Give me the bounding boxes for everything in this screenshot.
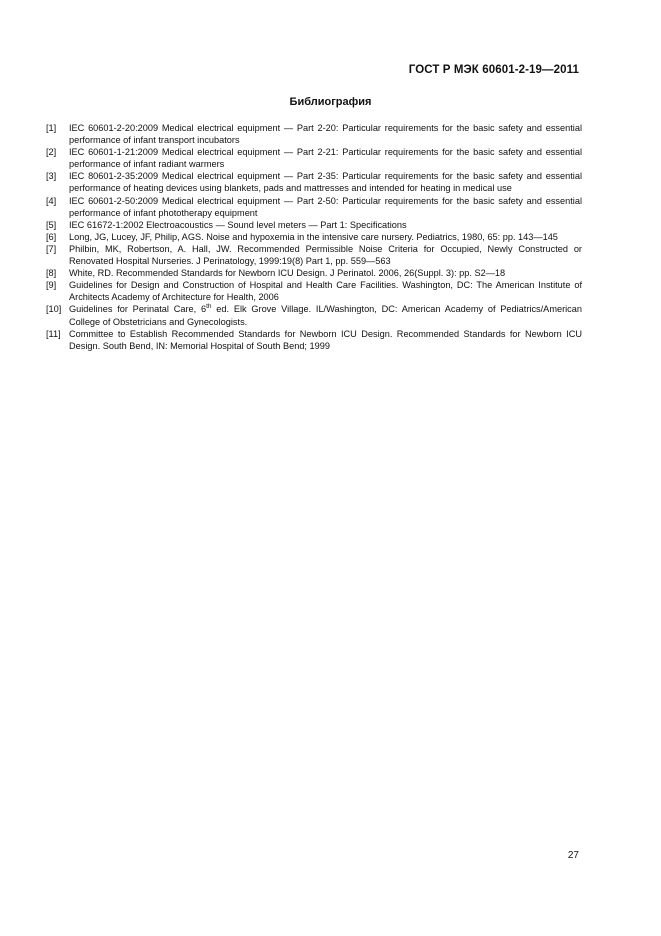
bibliography-entry bbox=[46, 303, 582, 327]
bibliography-title: Библиография bbox=[289, 96, 372, 108]
entry-number: [11] bbox=[46, 328, 61, 339]
entry-text-start: Guidelines for Perinatal Care, 6 bbox=[69, 304, 207, 315]
page-number: 27 bbox=[567, 850, 579, 861]
entry-text: White, RD. Recommended Standards for Newborn ICU Design. J Perinatol. 2006, 26(Suppl. 3): pp. S2—18 bbox=[69, 268, 506, 279]
entry-text: Philbin, MK, Robertson, A. Hall, JW. Recommended Permissible Noise Criteria for Occupied, Newly Constructed or Renovated Hospital Nurseries. J Perinatology, 1999:19(8) Part 1, pp. 559—563 bbox=[69, 243, 582, 267]
bibliography-entry bbox=[46, 231, 582, 243]
bibliography-entry bbox=[46, 328, 582, 352]
entry-text: IEC 61672-1:2002 Electroacoustics — Sound level meters — Part 1: Specifications bbox=[69, 219, 407, 230]
entry-number: [5] bbox=[46, 219, 57, 230]
bibliography-list bbox=[46, 122, 582, 352]
entry-number: [8] bbox=[46, 268, 57, 279]
bibliography-entry bbox=[46, 279, 582, 303]
entry-number: [3] bbox=[46, 171, 57, 182]
ordinal-superscript: th bbox=[206, 303, 212, 311]
entry-text-end: ed. Elk Grove Village. IL/Washington, DC: American Academy of Pediatrics/American College of Obstetricians and Gynecologists. bbox=[69, 304, 582, 327]
entry-number: [9] bbox=[46, 280, 57, 291]
bibliography-entry bbox=[46, 267, 582, 279]
bibliography-entry bbox=[46, 195, 582, 219]
entry-number: [4] bbox=[46, 195, 57, 206]
entry-text: Guidelines for Design and Construction of Hospital and Health Care Facilities. Washington, DC: The American Institute of Architects Academy of Architecture for Health, 2006 bbox=[69, 280, 582, 303]
entry-number: [6] bbox=[46, 231, 57, 242]
standard-designation: ГОСТ Р МЭК 60601-2-19—2011 bbox=[408, 64, 579, 76]
bibliography-entry bbox=[46, 219, 582, 231]
entry-number: [7] bbox=[46, 243, 57, 254]
bibliography-entry bbox=[46, 170, 582, 194]
entry-text: IEC 60601-2-50:2009 Medical electrical equipment — Part 2-50: Particular requirements for the basic safety and essential performance of infant phototherapy equipment bbox=[69, 195, 582, 218]
entry-text: Committee to Establish Recommended Standards for Newborn ICU Design. Recommended Standards for Newborn ICU Design. South Bend, IN: Memorial Hospital of South Bend; 1999 bbox=[69, 328, 582, 351]
bibliography-entry bbox=[46, 122, 582, 146]
bibliography-entry bbox=[46, 146, 582, 170]
entry-text: IEC 80601-2-35:2009 Medical electrical equipment — Part 2-35: Particular requirements for the basic safety and essential performance of heating devices using blankets, pads and mattresses and intended for heating in medical use bbox=[69, 171, 582, 194]
entry-text: IEC 60601-1-21:2009 Medical electrical equipment — Part 2-21: Particular requirements for the basic safety and essential performance of infant radiant warmers bbox=[69, 147, 582, 170]
bibliography-entry bbox=[46, 243, 582, 267]
entry-text: Long, JG, Lucey, JF, Philip, AGS. Noise and hypoxemia in the intensive care nursery. Pediatrics, 1980, 65: pp. 143—145 bbox=[69, 231, 558, 242]
entry-number: [1] bbox=[46, 123, 57, 133]
entry-text: IEC 60601-2-20:2009 Medical electrical equipment — Part 2-20: Particular requirements for the basic safety and essential performance of infant transport incubators bbox=[69, 123, 582, 146]
entry-text bbox=[69, 303, 582, 327]
entry-number: [2] bbox=[46, 147, 57, 158]
entry-number: [10] bbox=[46, 304, 62, 315]
